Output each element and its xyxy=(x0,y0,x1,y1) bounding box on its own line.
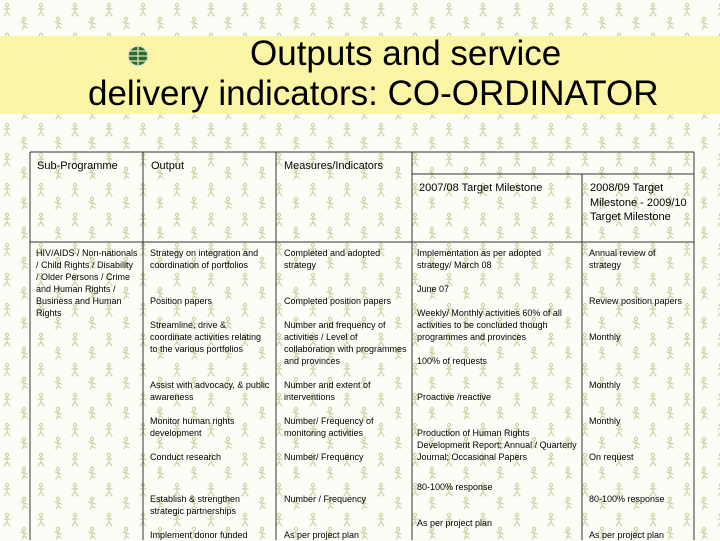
row1-output: Strategy on integration and coordination of portfolios xyxy=(150,248,259,270)
header-sub-programme: Sub-Programme xyxy=(37,160,118,172)
row4-output: Assist with advocacy, & public awareness xyxy=(150,380,270,402)
row3-measure: Number and frequency of activities / Level of collaboration with programmes and provinces xyxy=(284,320,407,366)
row3-target-2008: Monthly xyxy=(589,332,621,342)
header-target-2007: 2007/08 Target Milestone xyxy=(419,182,543,194)
row2-target-2007: June 07 xyxy=(417,284,450,294)
row6-target-2008: On request xyxy=(589,452,634,462)
row1-measure: Completed and adopted strategy xyxy=(284,248,381,270)
row5-output: Monitor human rights development xyxy=(150,416,235,438)
row8-target-2008: As per project plan xyxy=(589,530,665,540)
row2-target-2008: Review position papers xyxy=(589,296,683,306)
row5-target-2007: Production of Human Rights Development Report; Annual / Quarterly Journal; Occasional Papers xyxy=(417,428,577,462)
header-measures: Measures/Indicators xyxy=(284,160,384,172)
title-line-1: Outputs and service xyxy=(250,34,562,73)
row2-measure: Completed position papers xyxy=(284,296,392,306)
row8-output: Implement donor funded xyxy=(150,530,248,540)
row4-measure: Number and extent of interventions xyxy=(284,380,371,402)
row7-target-2008: 80-100% response xyxy=(589,494,665,504)
row7-measure: Number / Frequency xyxy=(284,494,367,504)
row7-output: Establish & strengthen strategic partnerships xyxy=(150,494,241,516)
row4-target-2007: Proactive /reactive xyxy=(417,392,492,402)
page-title xyxy=(0,34,720,114)
header-target-2008: 2008/09 Target Milestone - 2009/10 Target Milestone xyxy=(590,182,687,223)
row6-output: Conduct research xyxy=(150,452,222,462)
row7-target-2007: 80-100% response xyxy=(417,482,493,492)
header-output: Output xyxy=(151,160,185,172)
row4-target-2008: Monthly xyxy=(589,380,621,390)
row8-target-2007: As per project plan xyxy=(417,518,493,528)
row3-output: Streamline, drive & coordinate activities relating to the various portfolios xyxy=(150,320,262,354)
row2-output: Position papers xyxy=(150,296,213,306)
row5-measure: Number/ Frequency of monitoring activities xyxy=(284,416,374,438)
row3-target-2007b: 100% of requests xyxy=(417,356,488,366)
row6-measure: Number/ Frequency xyxy=(284,452,364,462)
row5-target-2008: Monthly xyxy=(589,416,621,426)
row3-target-2007a: Weekly/ Monthly activities 60% of all activities to be concluded though programmes and provinces xyxy=(417,308,562,342)
sub-programme-cell: HIV/AIDS / Non-nationals / Child Rights / Disability / Older Persons / Crime and Human Rights / Business and Human Rights xyxy=(36,248,138,318)
row8-measure: As per project plan xyxy=(284,530,360,540)
title-line-2: delivery indicators: CO-ORDINATOR xyxy=(88,74,659,113)
row1-target-2008: Annual review of strategy xyxy=(589,248,656,270)
row1-target-2007: Implementation as per adopted strategy/ March 08 xyxy=(417,248,542,270)
